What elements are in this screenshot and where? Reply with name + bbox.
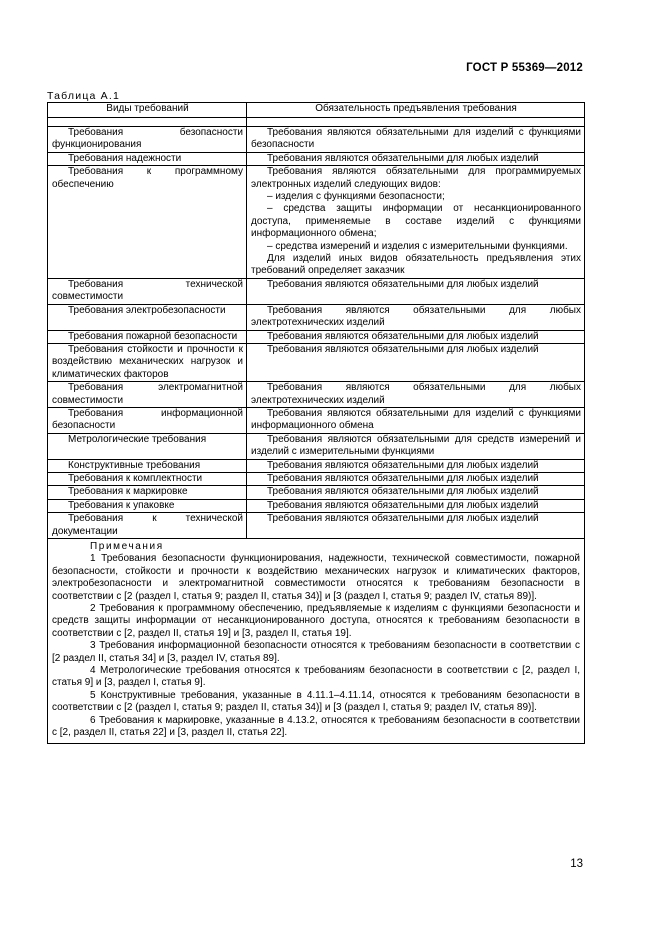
table-row bbox=[48, 278, 585, 304]
obligation-line: Для изделий иных видов обязательность предъявления этих требований определяет заказчик bbox=[251, 253, 581, 277]
table-caption: Таблица А.1 bbox=[47, 90, 121, 102]
obligation-cell: Требования являются обязательными для любых электротехнических изделий bbox=[247, 382, 585, 408]
notes-title: Примечания bbox=[90, 541, 164, 552]
note-item: 1 Требования безопасности функционирования, надежности, технической совместимости, пожарной безопасности, стойкости и прочности к воздействию механических нагрузок и климатических факторов, электробезопасности и электромагнитной совместимости относятся к требованиям безопасности в соответствии с [2 (раздел I, статья 9; раздел II, статья 34)] и [3 (раздел I, статья 9; раздел IV, статья 89)]. bbox=[52, 553, 580, 602]
table-row bbox=[48, 152, 585, 165]
document-standard-number: ГОСТ Р 55369—2012 bbox=[466, 62, 583, 74]
column-header-requirement-type: Виды требований bbox=[48, 103, 247, 118]
requirement-type-cell: Требования к маркировке bbox=[48, 486, 247, 499]
table-header-row bbox=[48, 103, 585, 118]
table-row bbox=[48, 513, 585, 539]
obligation-cell: Требования являются обязательными для любых изделий bbox=[247, 330, 585, 343]
requirement-type-cell: Требования к упаковке bbox=[48, 499, 247, 512]
obligation-cell: Требования являются обязательными для любых изделий bbox=[247, 513, 585, 539]
note-item: 2 Требования к программному обеспечению, предъявляемые к изделиям с функциями безопасности и средств защиты информации от несанкционированного доступа, относятся к требованиям безопасности в соответствии с [2, раздел II, статья 19] и [3, раздел II, статья 19]. bbox=[52, 603, 580, 639]
table-row bbox=[48, 330, 585, 343]
obligation-cell bbox=[247, 166, 585, 279]
obligation-line: – средства защиты информации от несанкционированного доступа, применяемые в составе изделий с функциями информационного обмена; bbox=[251, 203, 581, 240]
obligation-cell: Требования являются обязательными для любых изделий bbox=[247, 343, 585, 381]
obligation-cell: Требования являются обязательными для изделий с функциями безопасности bbox=[247, 127, 585, 153]
obligation-cell: Требования являются обязательными для любых изделий bbox=[247, 152, 585, 165]
obligation-cell: Требования являются обязательными для любых изделий bbox=[247, 278, 585, 304]
obligation-line: – изделия с функциями безопасности; bbox=[267, 191, 445, 203]
requirement-type-cell: Требования информационной безопасности bbox=[48, 407, 247, 433]
requirement-type-cell: Конструктивные требования bbox=[48, 459, 247, 472]
requirements-table bbox=[47, 102, 585, 744]
requirement-type-cell: Требования стойкости и прочности к воздействию механических нагрузок и климатических факторов bbox=[48, 343, 247, 381]
table-row bbox=[48, 304, 585, 330]
note-item: 6 Требования к маркировке, указанные в 4.13.2, относятся к требованиям безопасности в соответствии с [2, раздел II, статья 22] и [3, раздел II, статья 22]. bbox=[52, 714, 580, 739]
requirement-type-cell: Требования к программному обеспечению bbox=[48, 166, 247, 279]
table-row bbox=[48, 433, 585, 459]
note-item: 4 Метрологические требования относятся к требованиям безопасности в соответствии с [2, раздел I, статья 9] и [3, раздел I, статья 9]. bbox=[52, 665, 580, 689]
notes-cell bbox=[48, 539, 585, 744]
requirement-type-cell: Требования электромагнитной совместимости bbox=[48, 382, 247, 408]
requirement-type-cell: Требования безопасности функционирования bbox=[48, 127, 247, 153]
table-row bbox=[48, 472, 585, 485]
requirement-type-cell: Требования электробезопасности bbox=[48, 304, 247, 330]
table-row bbox=[48, 459, 585, 472]
requirement-type-cell: Требования надежности bbox=[48, 152, 247, 165]
obligation-cell: Требования являются обязательными для любых изделий bbox=[247, 486, 585, 499]
table-spacer-row bbox=[48, 118, 585, 127]
table-row bbox=[48, 166, 585, 279]
table-row bbox=[48, 382, 585, 408]
notes-row bbox=[48, 539, 585, 744]
requirement-type-cell: Метрологические требования bbox=[48, 433, 247, 459]
obligation-cell: Требования являются обязательными для любых изделий bbox=[247, 472, 585, 485]
table-row bbox=[48, 407, 585, 433]
table-row bbox=[48, 486, 585, 499]
note-item: 5 Конструктивные требования, указанные в 4.11.1–4.11.14, относятся к требованиям безопасности в соответствии с [2 (раздел I, статья 9; раздел II, статья 34)] и [3 (раздел I, статья 9; раздел IV, статья 89)]. bbox=[52, 689, 580, 714]
table-row bbox=[48, 343, 585, 381]
column-header-obligation: Обязательность предъявления требования bbox=[247, 103, 585, 118]
obligation-line: – средства измерений и изделия с измерительными функциями. bbox=[267, 240, 568, 252]
obligation-cell: Требования являются обязательными для любых изделий bbox=[247, 499, 585, 512]
obligation-cell: Требования являются обязательными для любых электротехнических изделий bbox=[247, 304, 585, 330]
requirement-type-cell: Требования технической совместимости bbox=[48, 278, 247, 304]
obligation-cell: Требования являются обязательными для любых изделий bbox=[247, 459, 585, 472]
table-row bbox=[48, 499, 585, 512]
requirement-type-cell: Требования к комплектности bbox=[48, 472, 247, 485]
obligation-cell: Требования являются обязательными для изделий с функциями информационного обмена bbox=[247, 407, 585, 433]
table-row bbox=[48, 127, 585, 153]
obligation-cell: Требования являются обязательными для средств измерений и изделий с измерительными функциями bbox=[247, 433, 585, 459]
requirement-type-cell: Требования пожарной безопасности bbox=[48, 330, 247, 343]
obligation-line: Требования являются обязательными для программируемых электронных изделий следующих видов: bbox=[251, 166, 581, 190]
page-number: 13 bbox=[570, 858, 583, 870]
requirement-type-cell: Требования к технической документации bbox=[48, 513, 247, 539]
note-item: 3 Требования информационной безопасности относятся к требованиям безопасности в соответствии с [2 раздел II, статья 34] и [3, раздел IV, статья 89]. bbox=[52, 640, 580, 664]
